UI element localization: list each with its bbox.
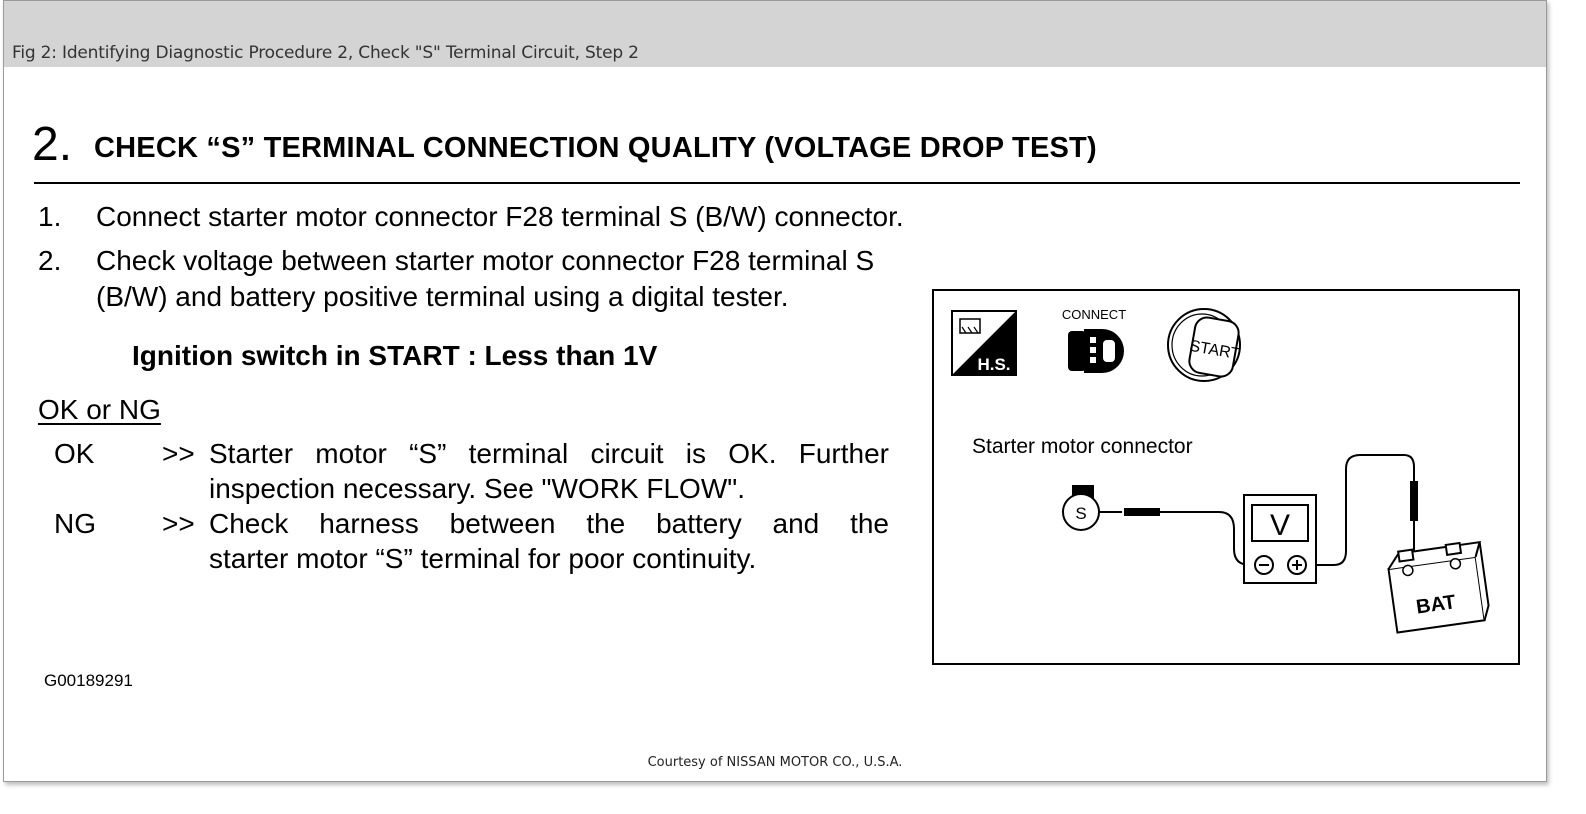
connect-label: CONNECT bbox=[1061, 307, 1127, 322]
result-text: starter motor “S” terminal for poor continuity. bbox=[209, 543, 757, 574]
result-text: inspection necessary. See "WORK FLOW". bbox=[209, 473, 745, 504]
result-text: Starter motor “S” terminal circuit is OK. Further bbox=[209, 438, 889, 469]
wiring-diagram bbox=[932, 289, 1520, 665]
terminal-s bbox=[1063, 485, 1099, 530]
result-text: Check harness between the battery and the bbox=[209, 508, 889, 539]
voltmeter-label: V bbox=[1269, 509, 1291, 542]
start-key-label: START bbox=[1188, 337, 1242, 364]
instruction-text: Connect starter motor connector F28 terminal S (B/W) connector. bbox=[96, 201, 904, 232]
heading-rule bbox=[34, 182, 1520, 184]
instruction-number: 1. bbox=[38, 201, 62, 232]
figure-code: G00189291 bbox=[44, 671, 133, 690]
result-heading: OK or NG bbox=[38, 394, 161, 425]
figure-frame bbox=[3, 0, 1547, 782]
caption-bar bbox=[4, 1, 1546, 67]
step-heading: CHECK “S” TERMINAL CONNECTION QUALITY (VOLTAGE DROP TEST) bbox=[94, 132, 1097, 164]
result-label-ok: OK bbox=[54, 438, 95, 469]
voltmeter bbox=[1244, 495, 1316, 583]
connect-icon bbox=[1062, 307, 1126, 373]
harness-side-icon bbox=[952, 311, 1016, 375]
instruction-text: Check voltage between starter motor connector F28 terminal S bbox=[96, 245, 875, 276]
battery-label: BAT bbox=[1414, 591, 1458, 619]
step-number: 2. bbox=[32, 118, 73, 171]
harness-side-label: H.S. bbox=[977, 355, 1011, 374]
result-arrow: >> bbox=[162, 508, 195, 539]
battery bbox=[1386, 540, 1490, 632]
start-key-icon bbox=[1168, 309, 1242, 381]
result-label-ng: NG bbox=[54, 508, 96, 539]
result-arrow: >> bbox=[162, 438, 195, 469]
wiring-diagram-svg bbox=[934, 291, 1518, 663]
instruction-text: (B/W) and battery positive terminal using a digital tester. bbox=[96, 281, 789, 312]
instruction-number: 2. bbox=[38, 245, 62, 276]
figure-caption: Fig 2: Identifying Diagnostic Procedure 2, Check "S" Terminal Circuit, Step 2 bbox=[12, 43, 639, 63]
connector-label: Starter motor connector bbox=[972, 435, 1193, 458]
terminal-s-label: S bbox=[1075, 504, 1087, 523]
courtesy-line: Courtesy of NISSAN MOTOR CO., U.S.A. bbox=[647, 755, 903, 770]
spec-line: Ignition switch in START : Less than 1V bbox=[132, 340, 658, 371]
